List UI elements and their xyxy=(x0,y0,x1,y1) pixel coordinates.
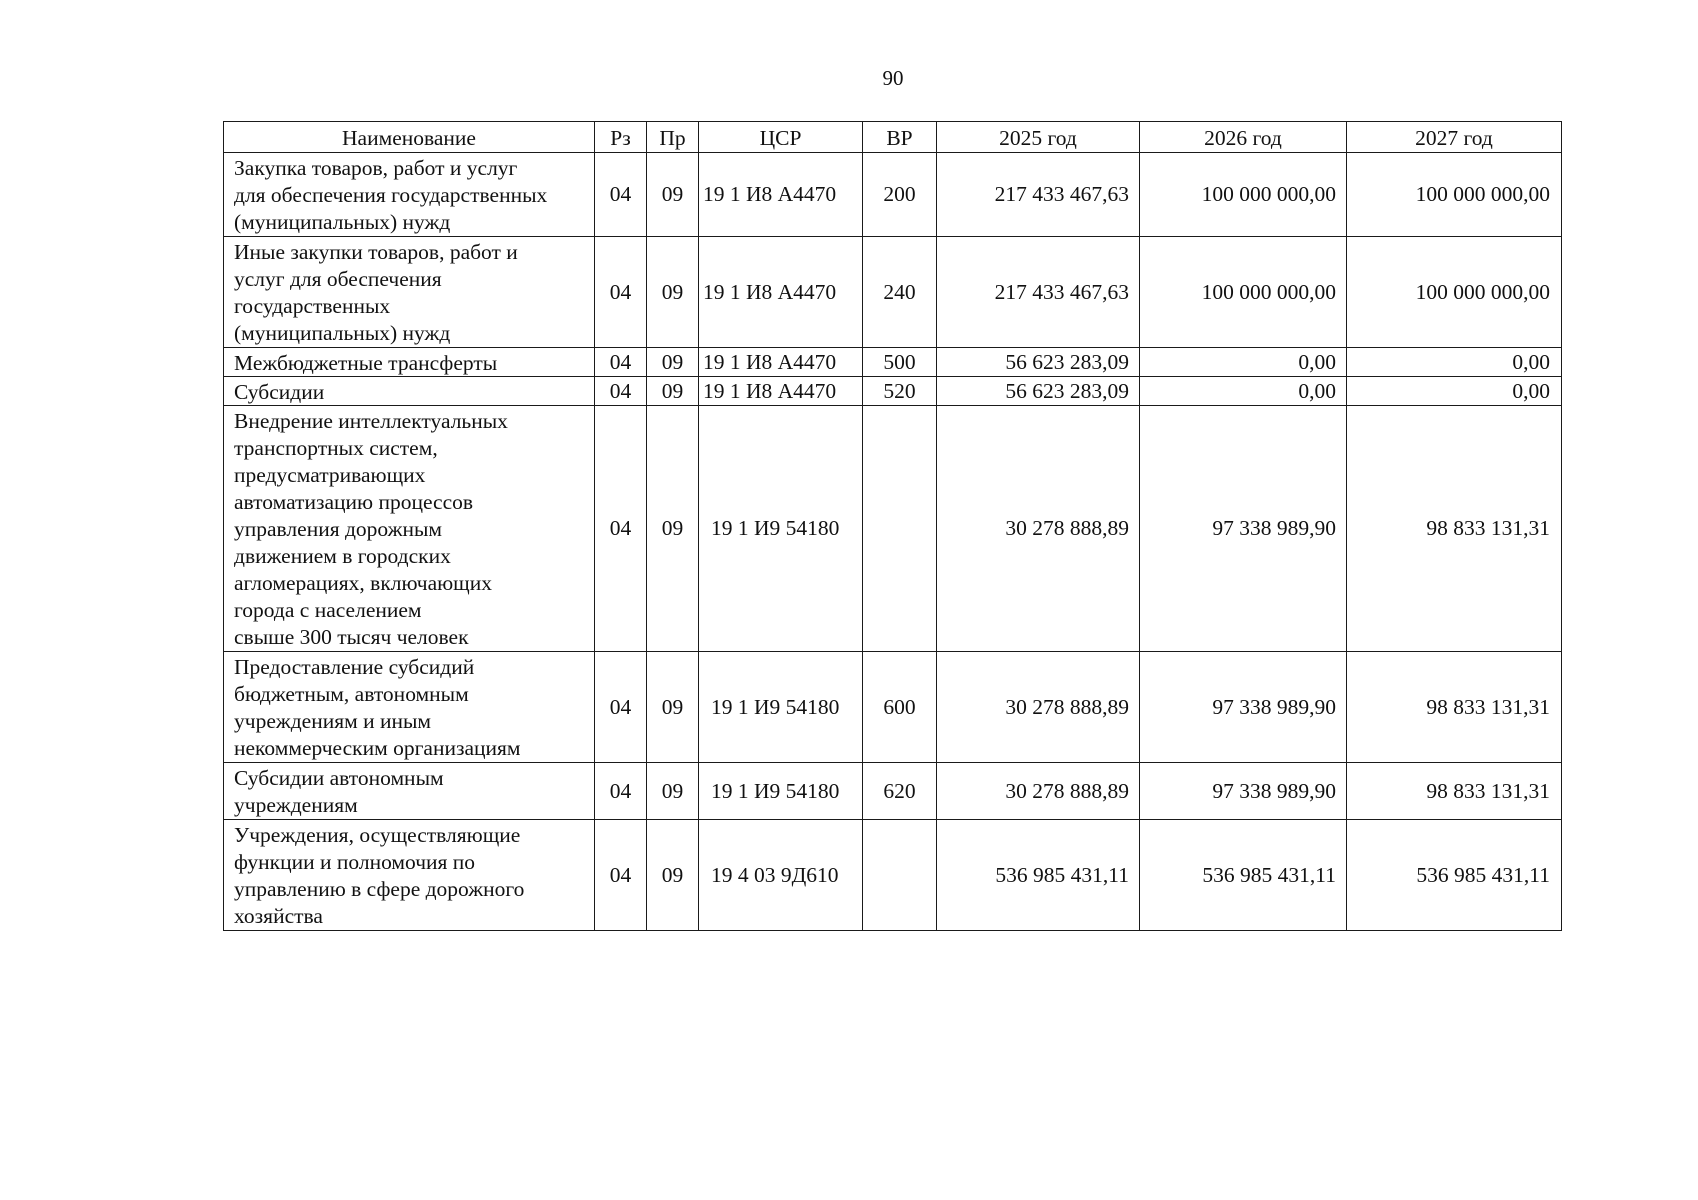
row-rz: 04 xyxy=(595,406,647,652)
row-2026: 97 338 989,90 xyxy=(1140,763,1347,820)
row-name-cell xyxy=(224,652,595,763)
row-2027: 0,00 xyxy=(1347,377,1562,406)
row-rz: 04 xyxy=(595,237,647,348)
row-name-line: услуг для обеспечения xyxy=(234,267,442,291)
row-2027: 100 000 000,00 xyxy=(1347,153,1562,237)
row-pr: 09 xyxy=(647,652,699,763)
row-pr: 09 xyxy=(647,820,699,931)
row-name-line: управления дорожным xyxy=(234,517,443,541)
row-2026: 536 985 431,11 xyxy=(1140,820,1347,931)
row-rz: 04 xyxy=(595,820,647,931)
header-2025: 2025 год xyxy=(937,122,1140,153)
row-name-line: государственных xyxy=(234,294,391,318)
table-row xyxy=(224,820,1562,931)
row-name-line: бюджетным, автономным xyxy=(234,682,469,706)
table-row xyxy=(224,153,1562,237)
row-2026: 97 338 989,90 xyxy=(1140,406,1347,652)
row-name-line: предусматривающих xyxy=(234,463,426,487)
row-name-line: города с населением xyxy=(234,598,422,622)
row-name-line: Иные закупки товаров, работ и xyxy=(234,240,518,264)
row-name-line: агломерациях, включающих xyxy=(234,571,492,595)
row-name-cell xyxy=(224,377,595,406)
row-vr: 620 xyxy=(863,763,937,820)
row-name-line: транспортных систем, xyxy=(234,436,438,460)
row-2026: 97 338 989,90 xyxy=(1140,652,1347,763)
header-name: Наименование xyxy=(224,122,595,153)
row-2025: 536 985 431,11 xyxy=(937,820,1140,931)
header-2026: 2026 год xyxy=(1140,122,1347,153)
header-rz: Рз xyxy=(595,122,647,153)
row-name-line: Учреждения, осуществляющие xyxy=(234,823,521,847)
row-name-line: (муниципальных) нужд xyxy=(234,210,451,234)
table-row xyxy=(224,348,1562,377)
row-name-line: Внедрение интеллектуальных xyxy=(234,409,508,433)
header-pr: Пр xyxy=(647,122,699,153)
header-vr: ВР xyxy=(863,122,937,153)
row-2026: 0,00 xyxy=(1140,348,1347,377)
table-row xyxy=(224,652,1562,763)
row-name-line: учреждениям и иным xyxy=(234,709,432,733)
row-2026: 100 000 000,00 xyxy=(1140,153,1347,237)
row-csr: 19 1 И8 А4470 xyxy=(699,237,863,348)
row-2027: 536 985 431,11 xyxy=(1347,820,1562,931)
table-row xyxy=(224,237,1562,348)
row-name-line: Субсидии xyxy=(234,380,325,404)
row-name-line: Предоставление субсидий xyxy=(234,655,475,679)
row-name-line: автоматизацию процессов xyxy=(234,490,474,514)
row-name-cell xyxy=(224,406,595,652)
row-pr: 09 xyxy=(647,153,699,237)
row-vr: 240 xyxy=(863,237,937,348)
row-vr: 600 xyxy=(863,652,937,763)
row-2025: 30 278 888,89 xyxy=(937,652,1140,763)
row-2026: 0,00 xyxy=(1140,377,1347,406)
row-vr: 520 xyxy=(863,377,937,406)
row-2027: 100 000 000,00 xyxy=(1347,237,1562,348)
row-name-line: учреждениям xyxy=(234,793,358,817)
row-name-line: некоммерческим организациям xyxy=(234,736,521,760)
row-2027: 0,00 xyxy=(1347,348,1562,377)
row-name-line: (муниципальных) нужд xyxy=(234,321,451,345)
row-name-line: Закупка товаров, работ и услуг xyxy=(234,156,518,180)
row-rz: 04 xyxy=(595,348,647,377)
header-row xyxy=(224,122,1562,153)
row-2027: 98 833 131,31 xyxy=(1347,652,1562,763)
row-2025: 56 623 283,09 xyxy=(937,348,1140,377)
table-row xyxy=(224,763,1562,820)
row-rz: 04 xyxy=(595,153,647,237)
header-2027: 2027 год xyxy=(1347,122,1562,153)
row-csr: 19 1 И9 54180 xyxy=(699,763,863,820)
row-name-line: движением в городских xyxy=(234,544,451,568)
row-name-line: для обеспечения государственных xyxy=(234,183,548,207)
row-name-cell xyxy=(224,237,595,348)
row-rz: 04 xyxy=(595,377,647,406)
row-pr: 09 xyxy=(647,237,699,348)
row-2025: 217 433 467,63 xyxy=(937,153,1140,237)
row-csr: 19 1 И8 А4470 xyxy=(699,348,863,377)
row-2025: 56 623 283,09 xyxy=(937,377,1140,406)
row-name-cell xyxy=(224,763,595,820)
row-csr: 19 1 И9 54180 xyxy=(699,652,863,763)
row-name-cell xyxy=(224,153,595,237)
row-csr: 19 1 И8 А4470 xyxy=(699,377,863,406)
row-pr: 09 xyxy=(647,377,699,406)
row-2026: 100 000 000,00 xyxy=(1140,237,1347,348)
row-name-line: свыше 300 тысяч человек xyxy=(234,625,469,649)
row-vr xyxy=(863,406,937,652)
row-name-line: управлению в сфере дорожного xyxy=(234,877,525,901)
row-pr: 09 xyxy=(647,406,699,652)
row-csr: 19 1 И9 54180 xyxy=(699,406,863,652)
row-name-line: хозяйства xyxy=(234,904,323,928)
row-2025: 217 433 467,63 xyxy=(937,237,1140,348)
row-vr: 500 xyxy=(863,348,937,377)
row-name-cell xyxy=(224,348,595,377)
row-csr: 19 1 И8 А4470 xyxy=(699,153,863,237)
row-rz: 04 xyxy=(595,763,647,820)
row-name-line: функции и полномочия по xyxy=(234,850,476,874)
row-pr: 09 xyxy=(647,763,699,820)
row-csr: 19 4 03 9Д610 xyxy=(699,820,863,931)
row-name-cell xyxy=(224,820,595,931)
table-row xyxy=(224,377,1562,406)
row-2027: 98 833 131,31 xyxy=(1347,763,1562,820)
row-pr: 09 xyxy=(647,348,699,377)
row-2025: 30 278 888,89 xyxy=(937,406,1140,652)
page-number: 90 xyxy=(882,66,904,90)
row-2027: 98 833 131,31 xyxy=(1347,406,1562,652)
row-name-line: Субсидии автономным xyxy=(234,766,444,790)
table-row xyxy=(224,406,1562,652)
row-vr: 200 xyxy=(863,153,937,237)
row-rz: 04 xyxy=(595,652,647,763)
row-vr xyxy=(863,820,937,931)
budget-table xyxy=(223,121,1562,931)
row-2025: 30 278 888,89 xyxy=(937,763,1140,820)
row-name-line: Межбюджетные трансферты xyxy=(234,351,498,375)
header-csr: ЦСР xyxy=(699,122,863,153)
